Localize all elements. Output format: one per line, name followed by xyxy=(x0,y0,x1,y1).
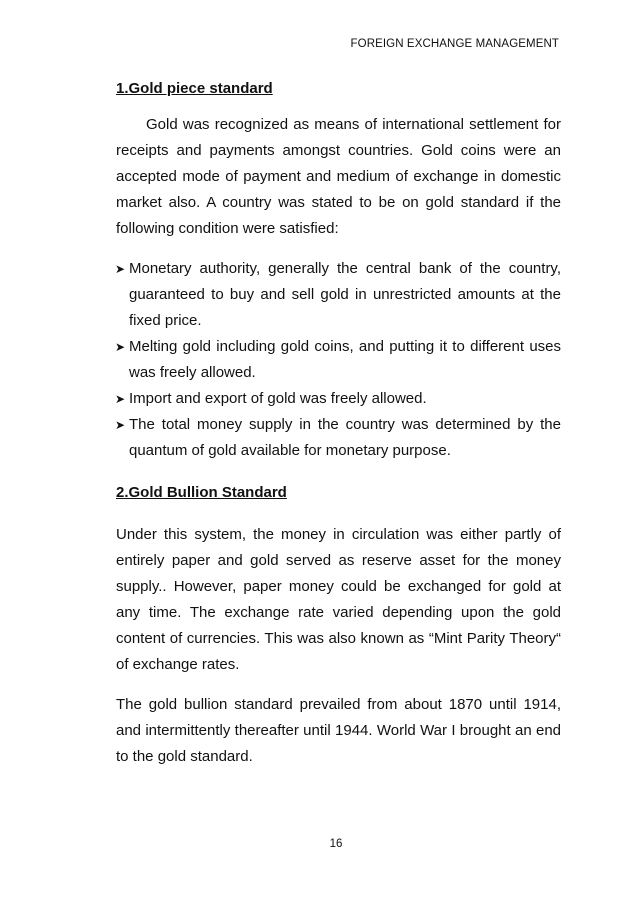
conditions-list xyxy=(116,256,561,464)
list-item: ➤ The total money supply in the country was determined by the quantum of gold available for monetary purpose. xyxy=(116,412,561,464)
page-body xyxy=(116,76,561,770)
running-header: FOREIGN EXCHANGE MANAGEMENT xyxy=(350,38,559,50)
arrow-bullet-icon: ➤ xyxy=(115,262,126,276)
arrow-bullet-icon: ➤ xyxy=(115,418,126,432)
page-number: 16 xyxy=(329,838,343,850)
list-item: ➤ Melting gold including gold coins, and putting it to different uses was freely allowed. xyxy=(116,334,561,386)
paragraph-gold-bullion-history: The gold bullion standard prevailed from about 1870 until 1914, and intermittently thereafter until 1944. World War I brought an end to the gold standard. xyxy=(116,696,561,765)
paragraph-gold-piece-intro: Gold was recognized as means of international settlement for receipts and payments amongst countries. Gold coins were an accepted mode of payment and medium of exchange in domestic market also. A country was stated to be on gold standard if the following condition were satisfied: xyxy=(116,116,561,237)
arrow-bullet-icon: ➤ xyxy=(115,392,126,406)
arrow-bullet-icon: ➤ xyxy=(115,340,126,354)
list-item: ➤ Monetary authority, generally the central bank of the country, guaranteed to buy and sell gold in unrestricted amounts at the fixed price. xyxy=(116,256,561,334)
list-item: ➤ Import and export of gold was freely allowed. xyxy=(116,386,561,412)
paragraph-gold-bullion-system: Under this system, the money in circulation was either partly of entirely paper and gold served as reserve asset for the money supply.. However, paper money could be exchanged for gold at any time. The exchange rate varied depending upon the gold content of currencies. This was also known as “Mint Parity Theory“ of exchange rates. xyxy=(116,526,561,673)
section-heading-gold-bullion-standard: 2.Gold Bullion Standard xyxy=(116,484,287,501)
section-heading-gold-piece-standard: 1.Gold piece standard xyxy=(116,80,273,97)
